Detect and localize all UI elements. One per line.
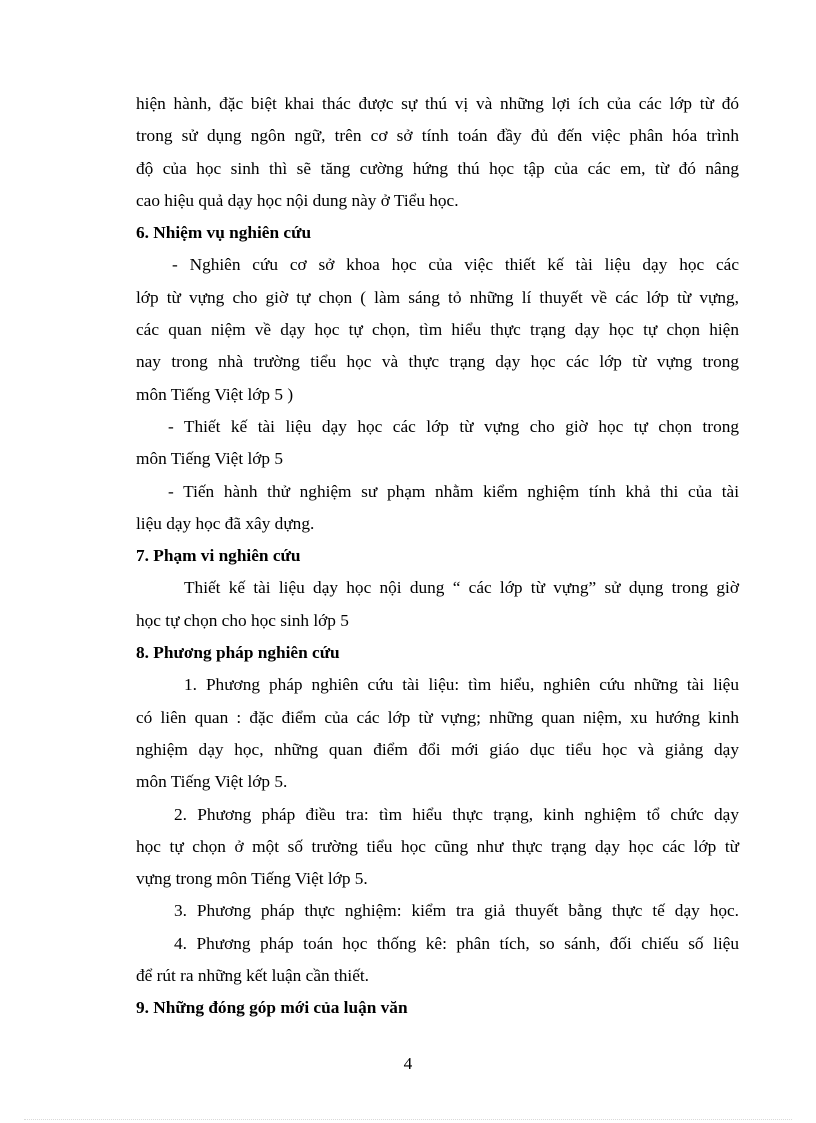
text-line: - Thiết kế tài liệu dạy học các lớp từ vựng cho giờ học tự chọn trong — [168, 416, 739, 436]
paragraph-scope — [136, 572, 739, 637]
section-heading-9: 9. Những đóng góp mới của luận văn — [136, 998, 408, 1018]
section-heading-8: 8. Phương pháp nghiên cứu — [136, 643, 340, 663]
text-line: học tự chọn cho học sinh lớp 5 — [136, 610, 349, 630]
paragraph-method-3 — [136, 895, 739, 927]
text-line: các quan niệm về dạy học tự chọn, tìm hiểu thực trạng dạy học tự chọn hiện — [136, 320, 739, 340]
text-line: liệu dạy học đã xây dựng. — [136, 513, 315, 533]
text-line: môn Tiếng Việt lớp 5 ) — [136, 384, 294, 404]
section-heading-6: 6. Nhiệm vụ nghiên cứu — [136, 223, 312, 243]
text-line: vựng trong môn Tiếng Việt lớp 5. — [136, 869, 368, 889]
page-bottom-divider — [24, 1119, 792, 1120]
paragraph-method-4 — [136, 928, 739, 993]
list-item-task-1 — [136, 249, 739, 410]
text-line: trong sử dụng ngôn ngữ, trên cơ sở tính toán đầy đủ đến việc phân hóa trình — [136, 126, 739, 146]
text-line: môn Tiếng Việt lớp 5 — [136, 449, 284, 469]
list-item-task-2 — [136, 411, 739, 476]
text-line: nghiệm dạy học, những quan điểm đổi mới giáo dục tiểu học và giảng dạy — [136, 739, 739, 759]
text-line: - Nghiên cứu cơ sở khoa học của việc thiết kế tài liệu dạy học các — [172, 255, 739, 275]
text-line: độ của học sinh thì sẽ tăng cường hứng thú học tập của các em, từ đó nâng — [136, 158, 739, 178]
text-line: 2. Phương pháp điều tra: tìm hiểu thực trạng, kinh nghiệm tổ chức dạy — [174, 804, 739, 824]
text-line: - Tiến hành thử nghiệm sư phạm nhằm kiểm nghiệm tính khả thi của tài — [168, 481, 739, 501]
text-line: 1. Phương pháp nghiên cứu tài liệu: tìm hiểu, nghiên cứu những tài liệu — [184, 675, 739, 695]
paragraph-method-2 — [136, 799, 739, 896]
page-content — [136, 88, 739, 1025]
list-item-task-3 — [136, 476, 739, 541]
text-line: cao hiệu quả dạy học nội dung này ở Tiểu học. — [136, 190, 459, 210]
page-number: 4 — [403, 1054, 413, 1073]
text-line: môn Tiếng Việt lớp 5. — [136, 772, 288, 792]
text-line: 3. Phương pháp thực nghiệm: kiểm tra giả thuyết bằng thực tế dạy học. — [174, 901, 739, 921]
text-line: lớp từ vựng cho giờ tự chọn ( làm sáng tỏ những lí thuyết về các lớp từ vựng, — [136, 287, 739, 307]
paragraph-method-1 — [136, 669, 739, 798]
text-line: để rút ra những kết luận cần thiết. — [136, 966, 369, 986]
text-line: nay trong nhà trường tiểu học và thực trạng dạy học các lớp từ vựng trong — [136, 352, 739, 372]
text-line: 4. Phương pháp toán học thống kê: phân tích, so sánh, đối chiếu số liệu — [174, 933, 739, 953]
paragraph-intro — [136, 88, 739, 217]
section-heading-7: 7. Phạm vi nghiên cứu — [136, 546, 301, 566]
text-line: có liên quan : đặc điểm của các lớp từ vựng; những quan niệm, xu hướng kinh — [136, 707, 739, 727]
text-line: Thiết kế tài liệu dạy học nội dung “ các lớp từ vựng” sử dụng trong giờ — [184, 578, 739, 598]
text-line: hiện hành, đặc biệt khai thác được sự thú vị và những lợi ích của các lớp từ đó — [136, 94, 739, 113]
text-line: học tự chọn ở một số trường tiểu học cũng như thực trạng dạy học các lớp từ — [136, 836, 739, 856]
